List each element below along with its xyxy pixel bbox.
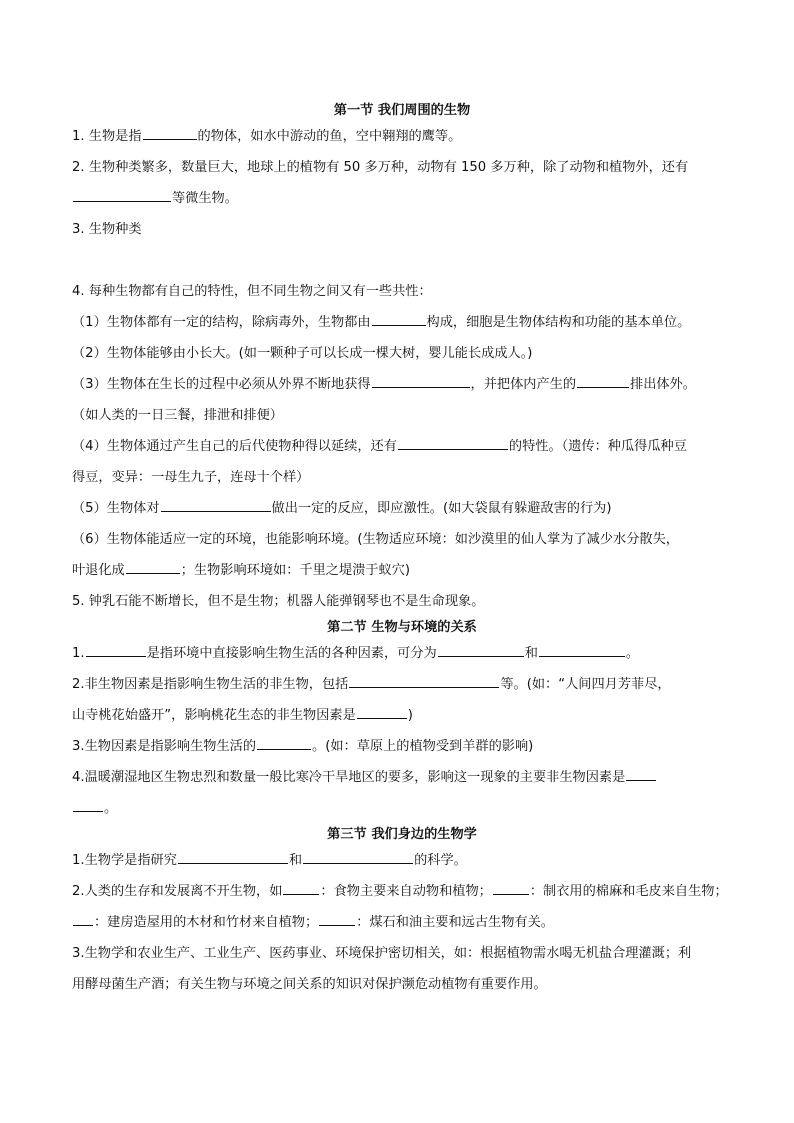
s1-q4-1: （1）生物体都有一定的结构，除病毒外，生物都由 构成，细胞是生物体结构和功能的基本单位。 [72, 307, 732, 338]
s3-q2: 2.人类的生存和发展离不开生物，如 ：食物主要来自动物和植物； ：制衣用的棉麻和毛皮来自生物； [72, 876, 732, 907]
answer-blank[interactable] [178, 850, 288, 864]
answer-blank[interactable] [86, 643, 146, 657]
answer-blank[interactable] [143, 126, 197, 140]
s1-q5: 5. 钟乳石能不断增长，但不是生物；机器人能弹钢琴也不是生命现象。 [72, 594, 485, 609]
s3-q3-cont: 用酵母菌生产酒；有关生物与环境之间关系的知识对保护濒危动植物有重要作用。 [72, 977, 547, 992]
s1-q4-6: （6）生物体能适应一定的环境，也能影响环境。(生物适应环境：如沙漠里的仙人掌为了减少水分散失， [72, 532, 679, 547]
s1-q2: 2. 生物种类繁多，数量巨大，地球上的植物有 50 多万种，动物有 150 多万种，除了动物和植物外，还有 [72, 160, 689, 175]
s2-q4: 4.温暖潮湿地区生物忠烈和数量一般比寒冷干旱地区的要多，影响这一现象的主要非生物因素是 [72, 762, 732, 793]
s2-q1: 1. 是指环境中直接影响生物生活的各种因素，可分为 和 。 [72, 638, 732, 669]
s3-q3: 3.生物学和农业生产、工业生产、医药事业、环境保护密切相关，如：根据植物需水喝无机盐合理灌溉；利 [72, 946, 692, 961]
s1-q4-5: （5）生物体对 做出一定的反应，即应激性。(如大袋鼠有躲避敌害的行为) [72, 493, 732, 524]
section-2-title: 第二节 生物与环境的关系 [327, 620, 477, 635]
s2-q2: 2.非生物因素是指影响生物生活的非生物，包括 等。(如：“人间四月芳菲尽， [72, 669, 732, 700]
s2-q3: 3.生物因素是指影响生物生活的 。(如：草原上的植物受到羊群的影响) [72, 731, 732, 762]
answer-blank[interactable] [357, 705, 407, 719]
answer-blank[interactable] [372, 374, 470, 388]
s1-q4-4: （4）生物体通过产生自己的后代使物种得以延续，还有 的特性。（遗传：种瓜得瓜种豆 [72, 431, 732, 462]
s1-q4-6-cont: 叶退化成 ；生物影响环境如：千里之堤溃于蚁穴) [72, 555, 732, 586]
answer-blank[interactable] [349, 674, 499, 688]
s1-q1: 1. 生物是指 的物体，如水中游动的鱼，空中翱翔的鹰等。 [72, 121, 732, 152]
s1-q4-3: （3）生物体在生长的过程中必须从外界不断地获得 ，并把体内产生的 排出体外。 [72, 369, 732, 400]
s2-q4-cont: 。 [72, 793, 732, 824]
answer-blank[interactable] [73, 188, 171, 202]
section-3-title: 第三节 我们身边的生物学 [327, 827, 477, 842]
answer-blank[interactable] [283, 881, 319, 895]
answer-blank[interactable] [126, 560, 180, 574]
answer-blank[interactable] [398, 436, 508, 450]
s3-q1: 1.生物学是指研究 和 的科学。 [72, 845, 732, 876]
answer-blank[interactable] [539, 643, 625, 657]
answer-blank[interactable] [577, 374, 629, 388]
s3-q2-cont: ：建房造屋用的木材和竹材来自植物； ：煤石和油主要和远古生物有关。 [72, 907, 732, 938]
answer-blank[interactable] [493, 881, 529, 895]
s1-q4-2: （2）生物体能够由小长大。(如一颗种子可以长成一棵大树，婴儿能长成成人。) [72, 346, 533, 361]
section-1-title: 第一节 我们周围的生物 [333, 103, 471, 118]
s1-q4-4-cont: 得豆，变异：一母生九子，连母十个样） [72, 470, 310, 485]
s1-q4: 4. 每种生物都有自己的特性，但不同生物之间又有一些共性： [72, 284, 432, 299]
s1-q2-cont: 等微生物。 [72, 183, 732, 214]
document [72, 100, 732, 1000]
answer-blank[interactable] [161, 498, 271, 512]
answer-blank[interactable] [73, 798, 103, 812]
answer-blank[interactable] [372, 312, 426, 326]
answer-blank[interactable] [438, 643, 524, 657]
answer-blank[interactable] [257, 736, 311, 750]
s1-q4-3-cont: （如人类的一日三餐，排泄和排便） [72, 408, 283, 423]
answer-blank[interactable] [73, 912, 93, 926]
s1-q3: 3. 生物种类 [72, 222, 142, 237]
answer-blank[interactable] [626, 767, 656, 781]
answer-blank[interactable] [303, 850, 413, 864]
s2-q2-cont: 山寺桃花始盛开”，影响桃花生态的非生物因素是 ) [72, 700, 732, 731]
answer-blank[interactable] [319, 912, 355, 926]
